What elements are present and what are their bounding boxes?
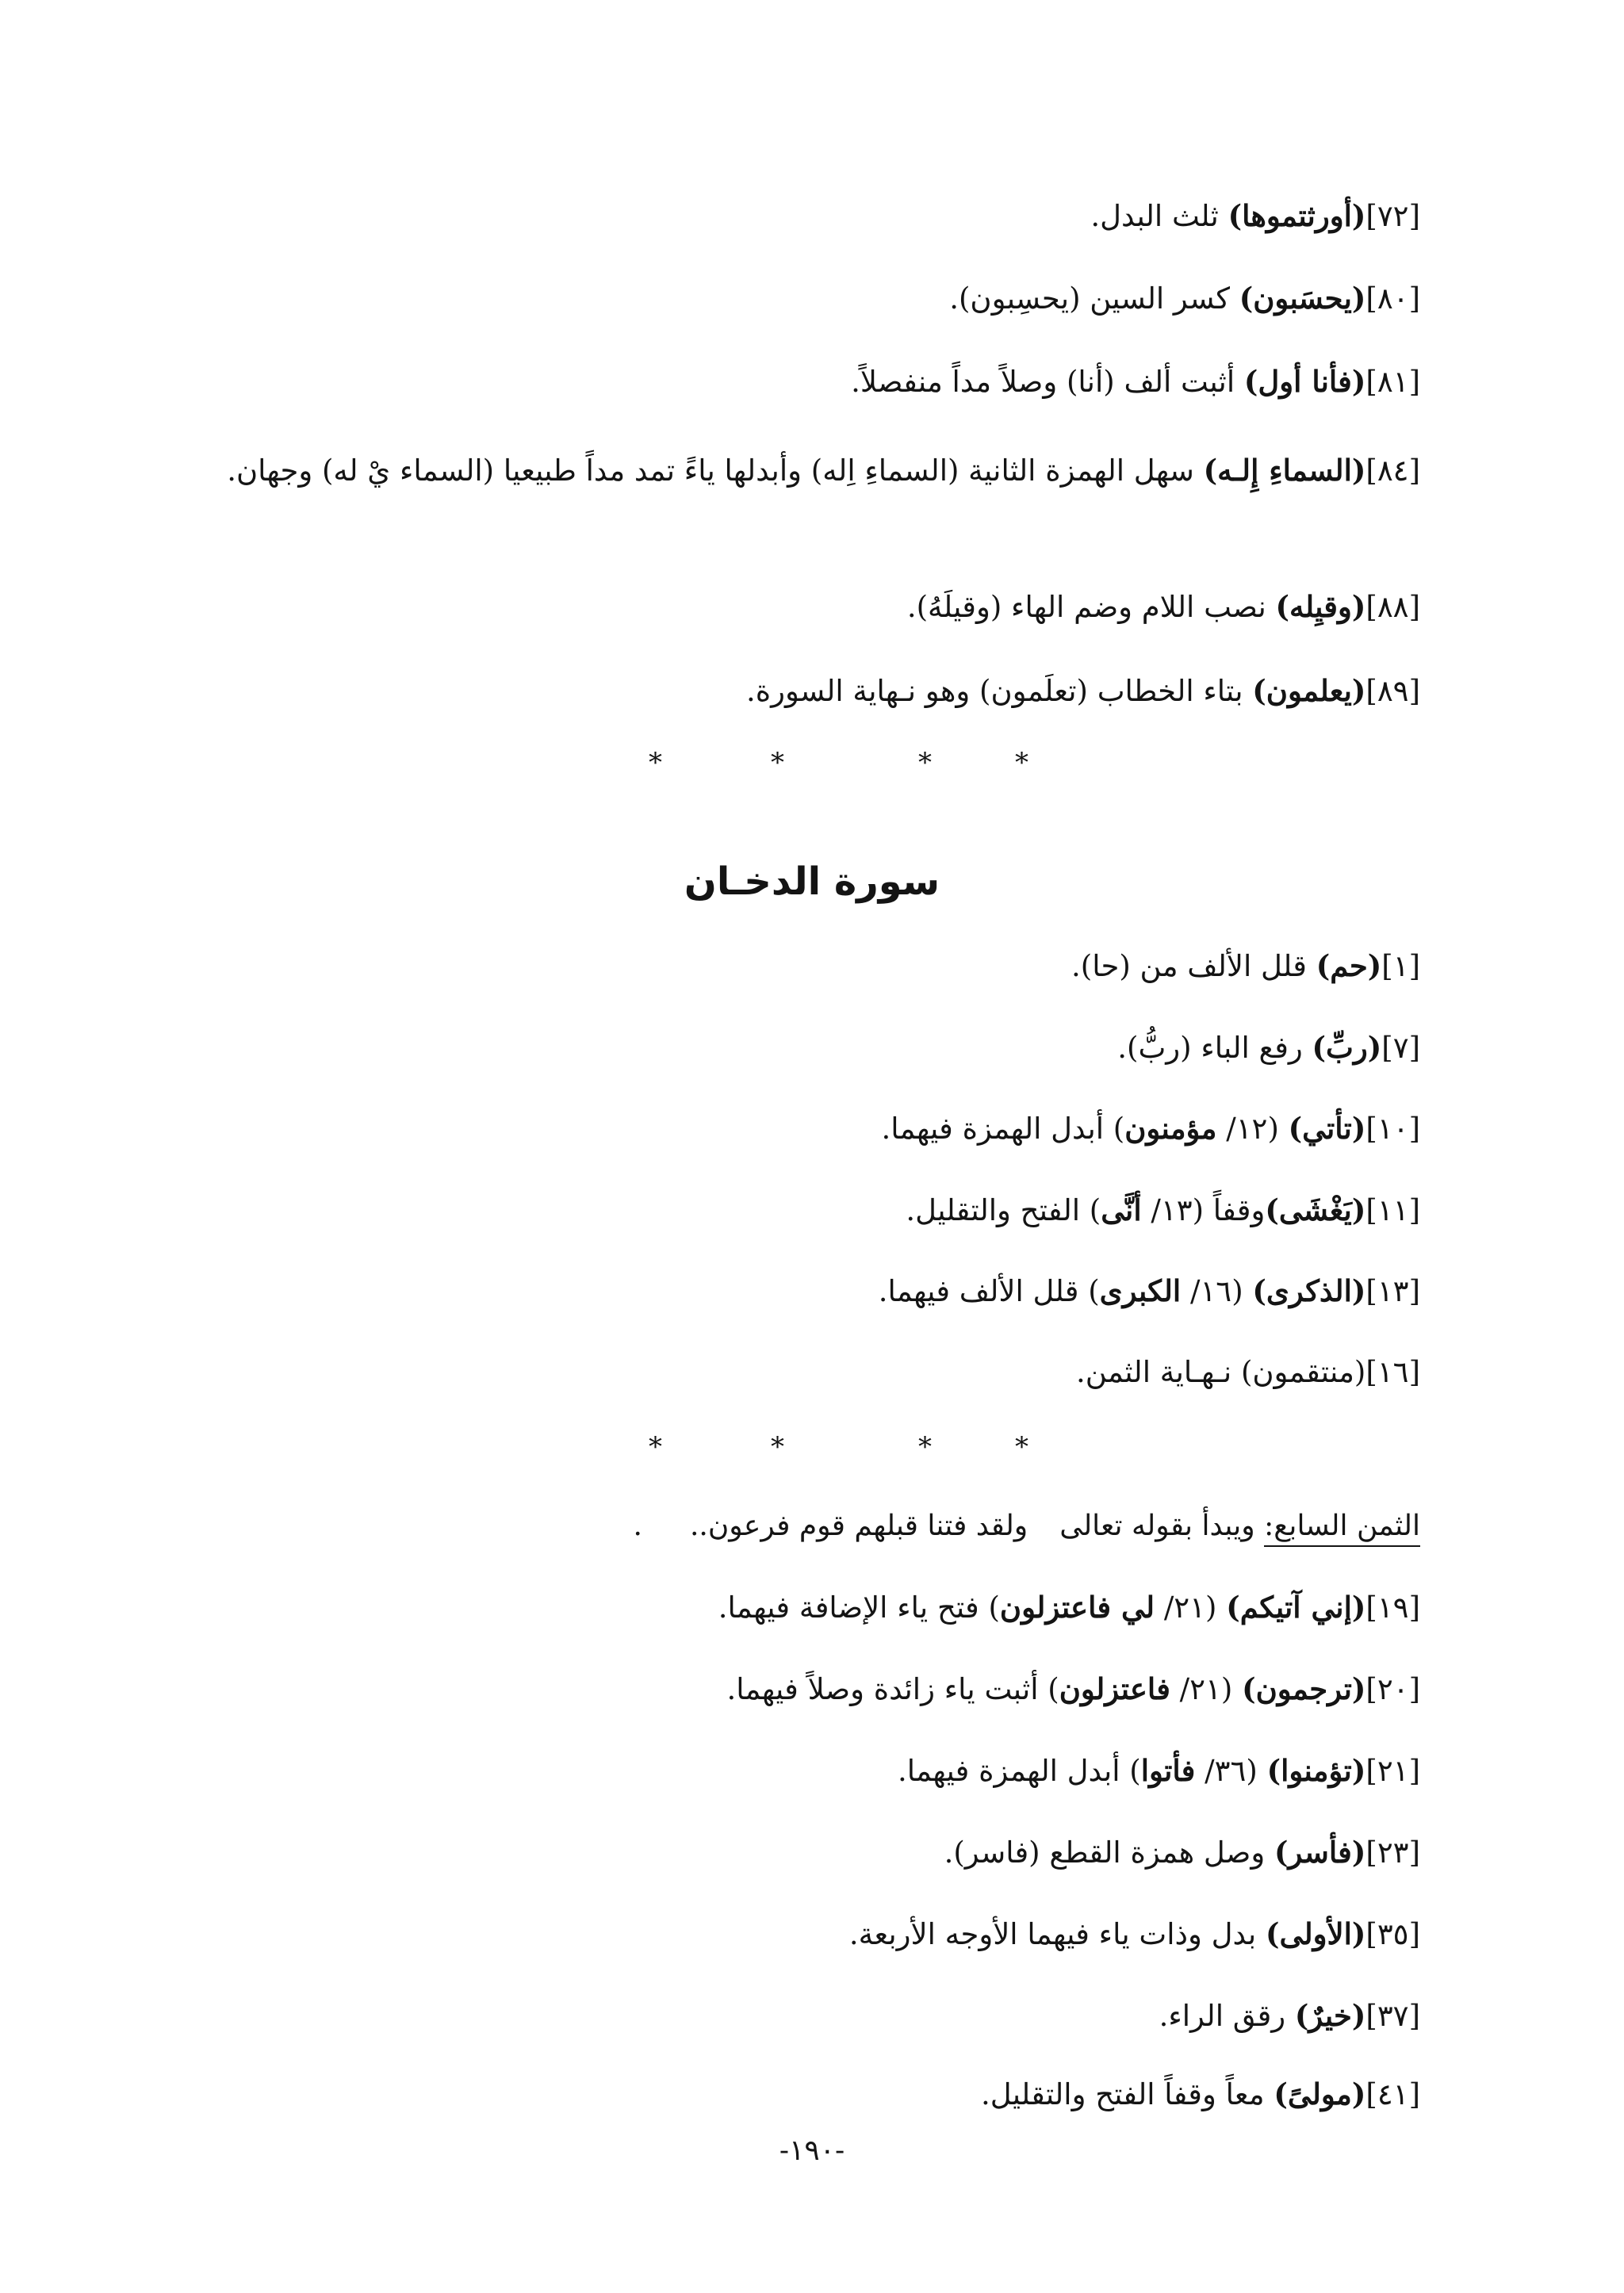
entry-10	[882, 1110, 1420, 1147]
entry-72	[1090, 197, 1420, 235]
entry-word: (أورثتموها)	[1228, 198, 1366, 233]
entry-number: [١]	[1381, 949, 1420, 983]
entry-text: معاً وقفاً الفتح والتقليل.	[980, 2077, 1274, 2111]
entry-number: [٣٧]	[1365, 1999, 1420, 2033]
entry-text: وقفاً (١٣/	[1141, 1193, 1266, 1227]
entry-41	[981, 2076, 1420, 2113]
entry-text: (٢١/	[1155, 1591, 1227, 1625]
entry-text: نصب اللام وضم الهاء (وقيلَهُ).	[906, 590, 1276, 624]
entry-text: ) أبدل الهمزة فيهما.	[881, 1112, 1125, 1146]
entry-text: بدل وذات ياء فيهما الأوجه الأربعة.	[848, 1917, 1266, 1951]
star-separator	[0, 1431, 1624, 1471]
entry-text: بتاء الخطاب (تعلَمون) وهو نـهاية السورة.	[745, 674, 1253, 708]
entry-word: (ترجمون)	[1242, 1671, 1366, 1706]
entry-number: [٢٠]	[1365, 1672, 1420, 1706]
entry-text: رقق الراء.	[1159, 1999, 1295, 2033]
entry-text: ) أثبت ياء زائدة وصلاً فيهما.	[726, 1672, 1059, 1706]
entry-word: (يعلمون)	[1252, 673, 1366, 708]
entry-word: أنَّى	[1101, 1192, 1142, 1227]
entry-word: فاعتزلون	[1059, 1671, 1170, 1706]
entry-word: (مولىً)	[1274, 2077, 1366, 2111]
entry-text: (منتقمون) نـهـاية الثمن.	[1075, 1355, 1366, 1389]
entry-7	[1117, 1029, 1420, 1066]
entry-text: وصل همزة القطع (فاسر).	[944, 1836, 1274, 1870]
entry-88	[907, 588, 1420, 626]
asterisk: *	[649, 747, 662, 779]
entry-word: (حم)	[1316, 948, 1382, 983]
entry-37	[1159, 1997, 1420, 2035]
entry-word: مؤمنون	[1124, 1111, 1217, 1146]
eighth-verse: ولقد فتنا قبلهم قوم فرعون..	[689, 1510, 1028, 1542]
entry-text: (٢١/	[1170, 1672, 1243, 1706]
entry-20	[726, 1671, 1420, 1708]
eighth-dot: .	[633, 1510, 642, 1542]
entry-13	[879, 1273, 1420, 1310]
eighth-text: ويبدأ بقوله تعالى	[1059, 1510, 1265, 1542]
entry-text: أثبت ألف (أنا) وصلاً مداً منفصلاً.	[851, 365, 1244, 399]
entry-number: [٢٣]	[1365, 1836, 1420, 1870]
entry-number: [٨٩]	[1365, 674, 1420, 708]
entry-word: (خيرٌ)	[1294, 1998, 1366, 2033]
entry-word: (إني آتيكم)	[1226, 1590, 1366, 1625]
entry-number: [٧٢]	[1365, 199, 1420, 233]
entry-16	[1076, 1354, 1420, 1391]
entry-text: ) الفتح والتقليل.	[906, 1193, 1101, 1227]
entry-text: (٣٦/	[1195, 1754, 1267, 1788]
entry-word: (تؤمنوا)	[1266, 1753, 1366, 1788]
entry-number: [٣٥]	[1365, 1917, 1420, 1951]
entry-number: [٧]	[1381, 1031, 1420, 1065]
entry-11	[906, 1192, 1420, 1229]
asterisk: *	[771, 747, 784, 779]
surah-title: سورة الدخـان	[684, 859, 940, 904]
entry-text: (١٦/	[1181, 1274, 1253, 1308]
entry-word: (ربِّ)	[1312, 1030, 1382, 1065]
page-number: -١٩٠-	[779, 2134, 845, 2167]
entry-word: (السماءِ إِلـه)	[1203, 453, 1366, 488]
entry-21	[898, 1752, 1420, 1790]
entry-number: [٢١]	[1365, 1754, 1420, 1788]
asterisk: *	[649, 1431, 662, 1463]
entry-word: لي فاعتزلون	[999, 1590, 1155, 1625]
entry-number: [١٣]	[1365, 1274, 1420, 1308]
eighth-label: الثمن السابع:	[1264, 1510, 1420, 1547]
entry-word: (فأنا أول)	[1243, 364, 1366, 399]
entry-word: (يَغْشَى)	[1265, 1192, 1366, 1227]
entry-text: قلل الألف من (حا).	[1071, 949, 1316, 983]
entry-text: كسر السين (يحسِبون).	[949, 281, 1239, 316]
asterisk: *	[918, 1431, 932, 1463]
entry-word: الكبرى	[1099, 1273, 1182, 1308]
asterisk: *	[771, 1431, 784, 1463]
entry-text: رفع الباء (ربُّ).	[1117, 1031, 1312, 1065]
entry-number: [١١]	[1365, 1193, 1420, 1227]
entry-text: ثلث البدل.	[1090, 199, 1228, 233]
entry-80	[949, 280, 1420, 317]
entry-89	[746, 672, 1420, 710]
entry-word: فأتوا	[1140, 1753, 1196, 1788]
entry-text: ) قلل الألف فيهما.	[878, 1274, 1100, 1308]
entry-word: (الأولى)	[1266, 1916, 1366, 1951]
entry-text: ) أبدل الهمزة فيهما.	[897, 1754, 1141, 1788]
entry-number: [١٠]	[1365, 1112, 1420, 1146]
entry-text: سهل الهمزة الثانية (السماءِ اِله) وأبدلها ياءً تمد مداً طبيعيا (السماء يْ له) وجهان.	[227, 454, 1204, 488]
entry-text: (١٢/	[1216, 1112, 1289, 1146]
entry-35	[849, 1916, 1420, 1953]
entry-word: (يحسَبون)	[1239, 281, 1366, 316]
entry-81	[851, 363, 1420, 400]
entry-23	[944, 1834, 1420, 1871]
entry-number: [٨٠]	[1365, 281, 1420, 316]
entry-word: (فأسر)	[1274, 1835, 1366, 1870]
eighth-heading	[633, 1508, 1420, 1545]
entry-19	[718, 1589, 1420, 1626]
entry-number: [٨٤]	[1365, 454, 1420, 488]
entry-84	[33, 446, 1420, 495]
entry-number: [٤١]	[1365, 2077, 1420, 2111]
entry-word: (الذكرى)	[1252, 1273, 1366, 1308]
entry-number: [٨٨]	[1365, 590, 1420, 624]
entry-number: [٨١]	[1365, 365, 1420, 399]
entry-1	[1071, 947, 1420, 985]
asterisk: *	[1015, 747, 1028, 779]
entry-number: [١٩]	[1365, 1591, 1420, 1625]
entry-word: (وقيِله)	[1275, 589, 1366, 624]
entry-number: [١٦]	[1365, 1355, 1420, 1389]
asterisk: *	[1015, 1431, 1028, 1463]
asterisk: *	[918, 747, 932, 779]
entry-text: ) فتح ياء الإضافة فيهما.	[718, 1591, 1000, 1625]
entry-word: (تأتي)	[1288, 1111, 1366, 1146]
star-separator	[0, 747, 1624, 787]
